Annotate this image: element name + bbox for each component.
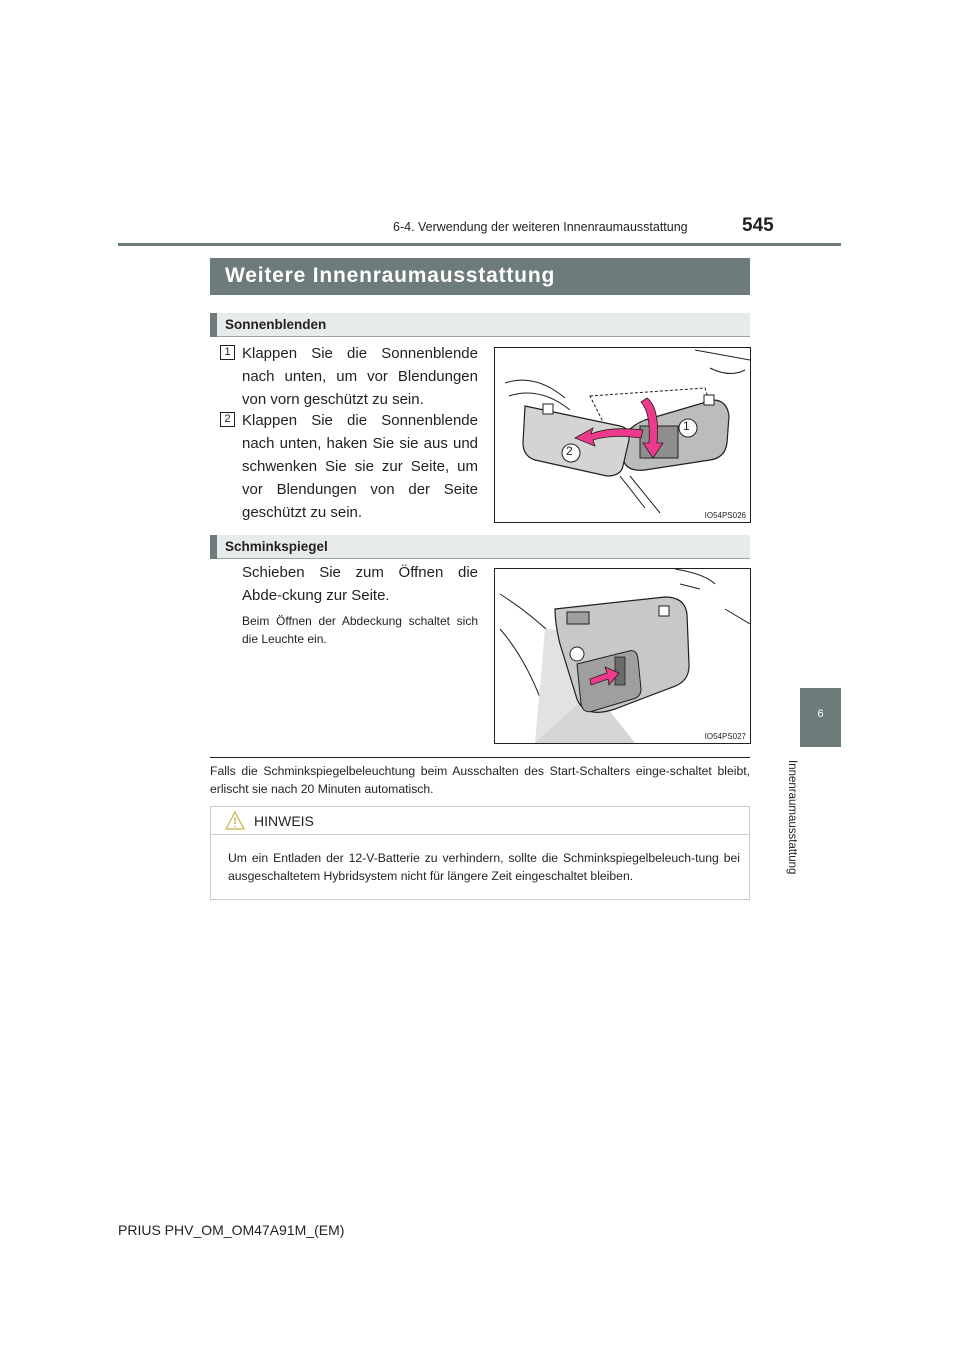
figure-code: IO54PS027 xyxy=(704,732,746,741)
step-number-1: 1 xyxy=(220,345,235,360)
callout-2: 2 xyxy=(566,444,573,458)
footer-document-id: PRIUS PHV_OM_OM47A91M_(EM) xyxy=(118,1222,345,1238)
chapter-number: 6 xyxy=(817,708,824,720)
subheading-label: Schminkspiegel xyxy=(225,539,328,554)
callout-1: 1 xyxy=(683,419,690,433)
step-number-2: 2 xyxy=(220,412,235,427)
subheading-bar xyxy=(210,535,217,559)
chapter-label: Innenraumausstattung xyxy=(786,760,798,875)
header-rule xyxy=(118,243,841,246)
step-text-1: Klappen Sie die Sonnenblende nach unten, um vor Blendungen von vorn geschützt zu sein. xyxy=(242,345,478,408)
page-number: 545 xyxy=(742,215,774,236)
info-note: Falls die Schminkspiegelbeleuchtung beim Ausschalten des Start-Schalters einge-schaltet bleibt, erlischt sie nach 20 Minuten automatisch. xyxy=(210,764,750,796)
vanity-mirror-instruction: Schieben Sie zum Öffnen die Abde-ckung zur Seite. xyxy=(242,564,478,604)
vanity-mirror-figure xyxy=(494,568,751,744)
figure-code: IO54PS026 xyxy=(704,511,746,520)
header-section-title: 6-4. Verwendung der weiteren Innenraumausstattung xyxy=(393,220,688,234)
step-text-2: Klappen Sie die Sonnenblende nach unten, haken Sie sie aus und schwenken Sie sie zur Seite, um vor Blendungen von der Seite geschützt zu sein. xyxy=(242,412,478,521)
notice-text: Um ein Entladen der 12-V-Batterie zu verhindern, sollte die Schminkspiegelbeleuch-tung bei ausgeschaltetem Hybridsystem nicht für längere Zeit eingeschaltet bleiben. xyxy=(228,851,740,883)
vanity-mirror-illustration xyxy=(495,569,750,743)
sun-visor-figure xyxy=(494,347,751,523)
section-divider xyxy=(210,757,750,758)
chapter-label-container xyxy=(780,760,810,884)
main-title: Weitere Innenraumausstattung xyxy=(210,258,750,295)
subheading-vanity-mirror xyxy=(210,535,750,559)
sun-visor-illustration xyxy=(495,348,750,522)
chapter-tab xyxy=(800,688,841,747)
subheading-bar xyxy=(210,313,217,337)
notice-title: HINWEIS xyxy=(254,813,314,829)
warning-triangle-icon xyxy=(225,811,245,831)
subheading-label: Sonnenblenden xyxy=(225,317,327,332)
subheading-sun-visors xyxy=(210,313,750,337)
notice-divider xyxy=(211,834,749,835)
vanity-mirror-subtext: Beim Öffnen der Abdeckung schaltet sich die Leuchte ein. xyxy=(242,614,478,646)
